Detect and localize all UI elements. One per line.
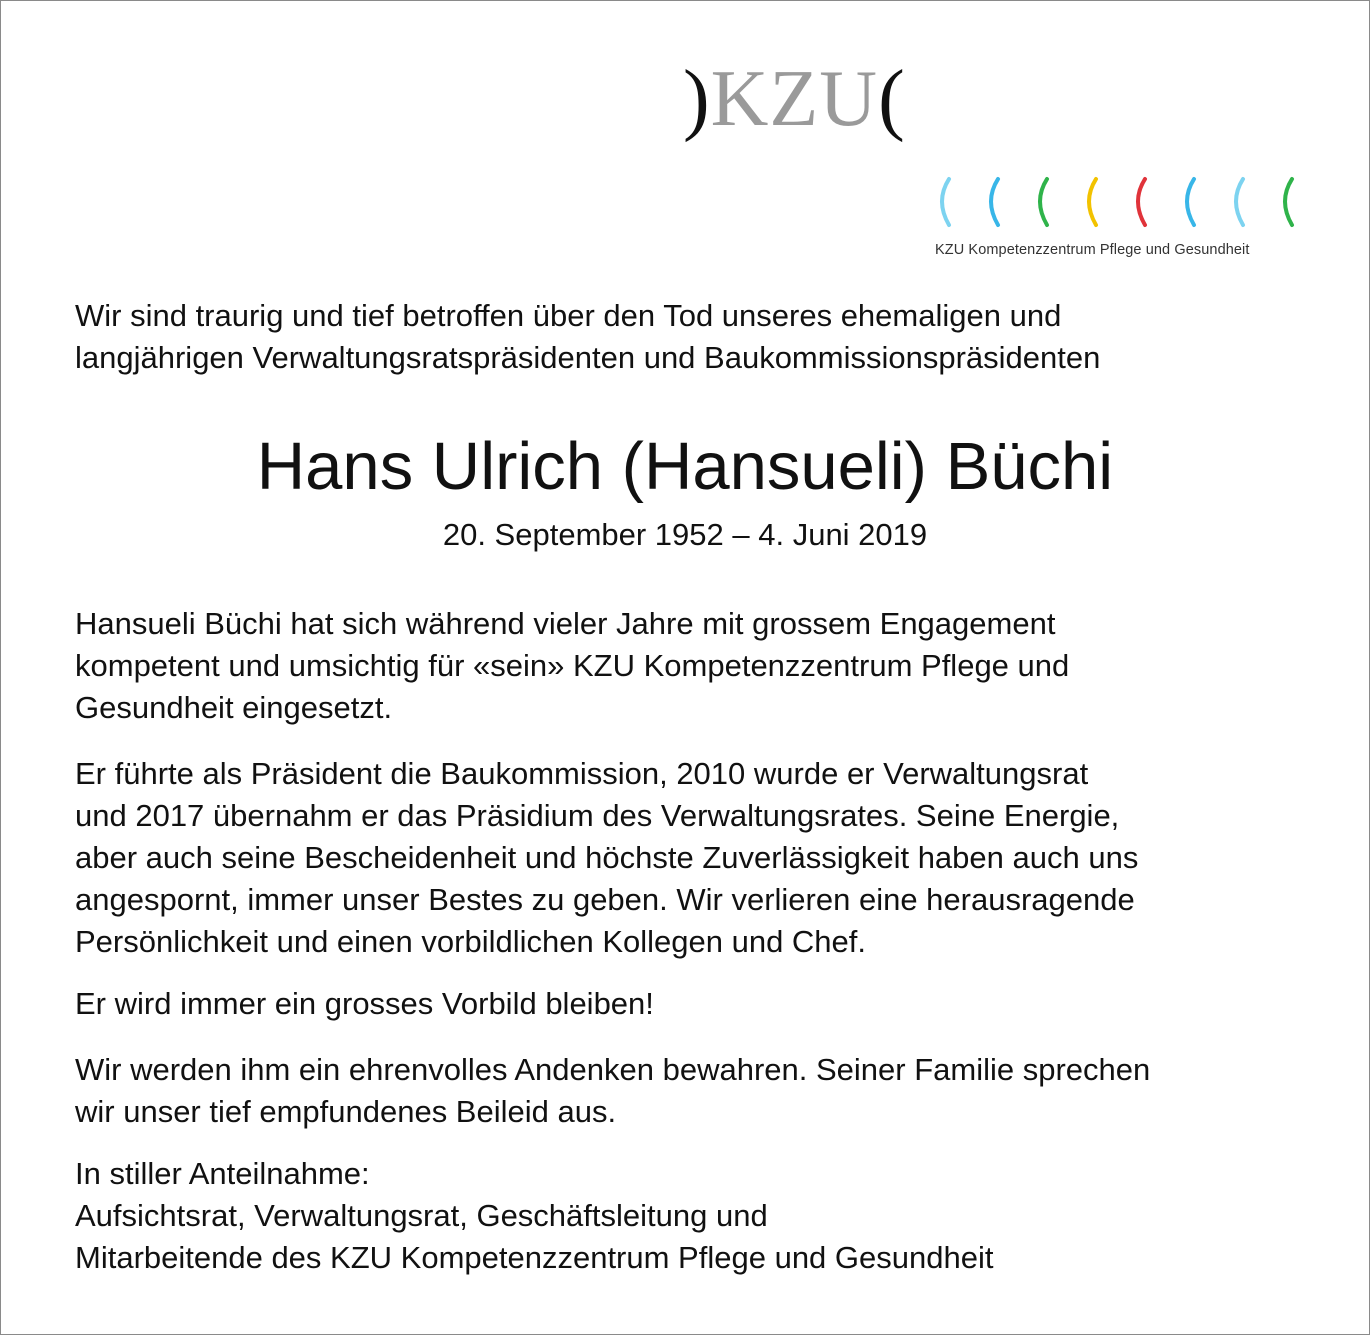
closing-signature [75, 1153, 1315, 1279]
intro-line: langjährigen Verwaltungsratspräsidenten und Baukommissionspräsidenten [75, 340, 1101, 375]
paragraph-line: Er wird immer ein grosses Vorbild bleiben! [75, 986, 654, 1021]
life-dates: 20. September 1952 – 4. Juni 2019 [442, 517, 928, 552]
kzu-logo [683, 55, 906, 143]
paragraph-line: wir unser tief empfundenes Beileid aus. [75, 1094, 617, 1129]
logo-tagline: KZU Kompetenzzentrum Pflege und Gesundheit [935, 242, 1250, 258]
paragraph-line: und 2017 übernahm er das Präsidium des Verwaltungsrates. Seine Energie, [75, 798, 1120, 833]
paragraph-line: kompetent und umsichtig für «sein» KZU Kompetenzzentrum Pflege und [75, 648, 1070, 683]
closing-line: Aufsichtsrat, Verwaltungsrat, Geschäftsleitung und [75, 1198, 768, 1233]
logo-arc-icon [1089, 179, 1096, 225]
logo-wordmark: KZU [710, 55, 879, 143]
paragraph-line: angespornt, immer unser Bestes zu geben. Wir verlieren eine herausragende [75, 882, 1135, 917]
logo-arc-icon [991, 179, 998, 225]
logo-left-paren: ) [683, 55, 711, 143]
logo-arc-icon [1138, 179, 1145, 225]
logo-color-arcs-icon [927, 173, 1307, 243]
condolence-paragraph [75, 1049, 1315, 1133]
intro-paragraph [75, 295, 1315, 379]
logo-arc-icon [1187, 179, 1194, 225]
intro-line: Wir sind traurig und tief betroffen über den Tod unseres ehemaligen und [75, 298, 1062, 333]
role-model-paragraph [75, 983, 1315, 1025]
logo-arc-icon [1236, 179, 1243, 225]
paragraph-line: Persönlichkeit und einen vorbildlichen Kollegen und Chef. [75, 924, 867, 959]
career-paragraph [75, 753, 1315, 963]
logo-arc-icon [942, 179, 949, 225]
logo-arc-icon [1285, 179, 1292, 225]
closing-line: Mitarbeitende des KZU Kompetenzzentrum Pflege und Gesundheit [75, 1240, 994, 1275]
logo-right-paren: ( [878, 55, 906, 143]
paragraph-line: Er führte als Präsident die Baukommission, 2010 wurde er Verwaltungsrat [75, 756, 1089, 791]
closing-line: In stiller Anteilnahme: [75, 1156, 370, 1191]
deceased-name: Hans Ulrich (Hansueli) Büchi [256, 429, 1114, 504]
paragraph-line: Wir werden ihm ein ehrenvolles Andenken bewahren. Seiner Familie sprechen [75, 1052, 1151, 1087]
paragraph-line: Hansueli Büchi hat sich während vieler Jahre mit grossem Engagement [75, 606, 1056, 641]
logo-arc-icon [1040, 179, 1047, 225]
paragraph-line: aber auch seine Bescheidenheit und höchste Zuverlässigkeit haben auch uns [75, 840, 1139, 875]
paragraph-line: Gesundheit eingesetzt. [75, 690, 393, 725]
tribute-paragraph [75, 603, 1315, 729]
